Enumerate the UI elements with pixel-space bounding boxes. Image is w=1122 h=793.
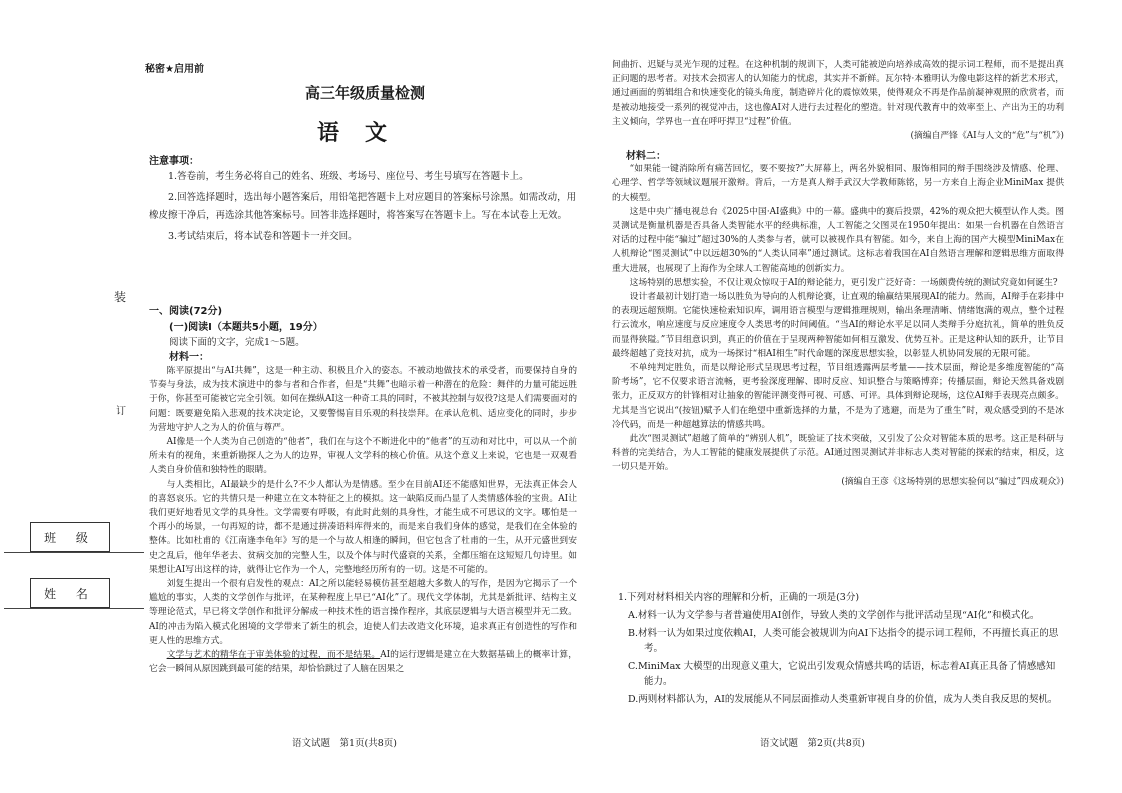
binding-ding: 订	[116, 406, 126, 417]
paragraph: 间曲折、迟疑与灵光乍现的过程。在这种机制的规训下，人类可能被逆向培养成高效的提示词工程师，而不是提出真正问题的思考者。对技术会损害人的认知能力的忧虑，其实并不新鲜。瓦尔特·本雅明认为像电影这样的新艺术形式，通过画面的剪辑组合和快速变化的镜头角度，制造碎片化的震惊效果，使得观众不再是作品前凝神观照的欣赏者，而是被动地接受一系列的视觉冲击，这也像AI对人进行去过程化的塑造。针对现代教育中的效率至上、产出为王的功利主义倾向，学界也一直在呼吁捍卫“过程”价值。	[612, 60, 1064, 127]
paragraph: 设计者最初计划打造一场以胜负为导向的人机辩论赛，让直观的输赢结果展现AI的能力。然而，AI辩手在彩排中的表现远超预期。它能快速检索知识库，调用语言模型与逻辑推理规则，输出条理清晰、情绪饱满的观点，整个过程行云流水，响应速度与反应速度令人类思考的时间阈值。“当AI的辩论水平足以同人类辩手分庭抗礼，简单的胜负反而显得狭隘。”节目组意识到，真正的价值在于呈现两种智能如何相互激发、优势互补。正是这种认知的跃升，让节目最终超越了竞技对抗，成为一场探讨“相AI相生”时代命题的深度思想实验，以彰显人机协同发展的无限可能。	[612, 292, 1064, 359]
material1-body	[149, 364, 577, 676]
paragraph: 这场特别的思想实验，不仅让观众惊叹于AI的辩论能力，更引发广泛好奇：一场颇费传统的测试究竟如何诞生?	[629, 277, 1058, 288]
paragraph: 陈平原提出“与AI共舞”，这是一种主动、积极且介入的姿态。不被动地做技术的承受者，而要保持自身的节奏与身法，成为技术演进中的参与者和合作者，但是“共舞”也暗示着一种潜在的危险：舞伴的力量可能远胜于你，你甚至可能被它完全引领。如何在操纵AI这一种奇工具的同时，不被其控制与奴役?这是人们需要面对的问题：既要避免陷入悲观的技术决定论，又要警惕盲目乐观的科技崇拜。在承认危机、适应变化的同时，步步为营地守护人之为人的价值与尊严。	[149, 366, 578, 433]
section-heading: 一、阅读(72分)	[149, 306, 223, 317]
notes-heading: 注意事项：	[149, 156, 199, 167]
question-1	[618, 590, 1064, 707]
page-2-body	[612, 58, 1064, 489]
page-1-footer: 语文试题 第1页(共8页)	[292, 738, 398, 749]
class-underline	[4, 552, 144, 553]
subsection-heading: (一)阅读I（本题共5小题，19分）	[169, 322, 323, 333]
class-field[interactable]: 班 级	[30, 522, 110, 552]
page-2-footer: 语文试题 第2页(共8页)	[760, 738, 866, 749]
material2-heading: 材料二：	[626, 151, 666, 163]
option-c: C.MiniMax 大模型的出现意义重大，它说出引发观众情感共鸣的话语，标志着AI真正具备了情感感知能力。	[628, 660, 1056, 687]
paragraph: AI像是一个人类为自己创造的“他者”，我们在与这个不断进化中的“他者”的互动和对比中，可以从一个前所未有的视角，来重新勘探人之为人的边界，审视人文学科的核心价值。从这个意义上来说，它也是一双观看人类自身价值和独特性的眼睛。	[149, 437, 577, 476]
note-item: 1.答卷前，考生务必将自己的姓名、班级、考场号、座位号、考生号填写在答题卡上。	[168, 171, 529, 182]
paragraph: “如果能一键消除所有痛苦回忆，要不要按?”大屏幕上，两名外貌相同、服饰相同的辩手围绕涉及情感、伦理、心理学、哲学等领域议题展开激辩。背后，一方是真人辩手武汉大学教师陈铭，另一方来自上海企业MiniMax 提供的大模型。	[612, 164, 1064, 203]
name-field[interactable]: 姓 名	[30, 578, 110, 608]
secret-label: 秘密★启用前	[145, 64, 204, 75]
binding-zhuang: 装	[114, 290, 127, 304]
material1-heading: 材料一：	[169, 352, 209, 363]
note-item: 2.回答选择题时，选出每小题答案后，用铅笔把答题卡上对应题目的答案标号涂黑。如需改动，用橡皮擦干净后，再选涂其他答案标号。回答非选择题时，将答案写在答题卡上。写在本试卷上无效。	[149, 192, 577, 221]
underlined-text: 文学与艺术的精华在于审美体验的过程，而不是结果。	[166, 650, 381, 661]
note-item: 3.考试结束后，将本试卷和答题卡一并交回。	[168, 231, 358, 242]
binding-margin	[0, 0, 140, 793]
exam-title: 高三年级质量检测	[304, 84, 425, 102]
option-a: A.材料一认为文学参与者普遍使用AI创作，导致人类的文学创作与批评活动呈现“AI化”和模式化。	[628, 610, 1040, 621]
notes-list	[149, 168, 577, 249]
paragraph	[149, 648, 577, 676]
paragraph-rest: AI的运行逻辑是建立在大数据基础上的概率计算，它会一瞬间从原因跳到最可能的结果，却恰恰跳过了人脑在因果之	[149, 650, 577, 675]
paragraph: 此次“图灵测试”超越了简单的“辨别人机”，既验证了技术突破，又引发了公众对智能本质的思考。这正是科研与科普的完美结合，为人工智能的健康发展提供了示范。AI通过图灵测试并非标志人类对智能的探索的结束，相反，这一切只是开始。	[612, 434, 1064, 473]
paragraph: 不单纯判定胜负，而是以辩论形式呈现思考过程，节目组透露两层考量——技术层面，辩论是多维度智能的“高阶考场”，它不仅要求语言流畅，更考验深度理解、即时反应、知识整合与策略博弈；传播层面，辩论天然具备戏剧张力，正反双方的针锋相对让抽象的智能评测变得可视、可感、可评。具体到辩论现场，这位AI辩手表现亮点颇多。尤其是当它说出“(按钮)赋予人们在绝望中重新选择的力量，不是为了逃避，而是为了重生”时，观众感受到的不是冰冷代码，而是一种超越算法的情感共鸣。	[612, 363, 1064, 430]
option-d: D.两则材料都认为，AI的发展能从不同层面推动人类重新审视自身的价值，成为人类自我反思的契机。	[628, 693, 1058, 705]
subject-title: 语文	[316, 121, 413, 146]
source-citation: (摘编自王彦《这场特别的思想实验何以“骗过”四成观众》)	[841, 476, 1064, 487]
paragraph: 这是中央广播电视总台《2025中国·AI盛典》中的一幕。盛典中的赛后投票，42%的观众把大模型认作人类。图灵测试是衡量机器是否具备人类智能水平的经典标准，人工智能之父图灵在1950年提出：如果一台机器在自然语言对话的过程中能“骗过”超过30%的人类参与者，就可以被视作具有智能。如今，来自上海的国产大模型MiniMax在人机辩论“图灵测试”中以远超30%的“人类认同率”通过测试。这标志着我国在AI自然语言理解和逻辑思维方面取得重大进展，也展现了上海作为全球人工智能高地的创新实力。	[612, 206, 1064, 274]
question-stem: 1.下列对材料相关内容的理解和分析，正确的一项是(3分)	[618, 592, 860, 603]
source-citation: (摘编自严锋《AI与人文的“危”与“机”》)	[910, 131, 1064, 142]
name-underline	[4, 608, 144, 609]
paragraph: 与人类相比，AI最缺少的是什么?不少人都认为是情感。至少在目前AI还不能感知世界，无法真正体会人的喜怒哀乐。它的共情只是一种建立在文本特征之上的模拟。这一缺陷反而凸显了人类情感体验的宝贵。AI让我们更好地看见文学的具身性。文学需要有呼吸，有此时此刻的具身性，才能生成不可思议的文字。哪怕是一个再小的场景，一句再短的诗，都不是通过拼凑语料库得来的，而是来自我们身体的感觉，是我们在全体验的整体。比如杜甫的《江南逢李龟年》写的是一个与故人相逢的瞬间，但它包含了杜甫的一生，从开元盛世到安史之乱后，他年华老去、贫病交加的完整人生，以及个体与时代盛衰的关系，全都压缩在这短短几句诗里。如果想让AI写出这样的诗，就得让它作为一个人，完整地经历所有的一切。这是不可能的。	[149, 479, 577, 575]
instruction: 阅读下面的文字，完成1～5题。	[169, 337, 305, 348]
option-b: B.材料一认为如果过度依赖AI，人类可能会被规训为向AI下达指令的提示词工程师，不再擅长真正的思考。	[628, 627, 1059, 654]
paragraph: 刘复生提出一个很有启发性的观点：AI之所以能轻易模仿甚至超越大多数人的写作，是因为它揭示了一个尴尬的事实，人类的文学创作与批评，在某种程度上早已“AI化”了。现代文学体制，尤其是新批评、结构主义等理论范式，早已将文学创作和批评分解成一种技术性的语言操作程序，其底层逻辑与大语言模型并无二致。AI的冲击为陷入模式化困境的文学带来了新生的机会，迫使人们去改造文化环境，追求真正有创造性的写作和更人性的思维方式。	[149, 579, 577, 646]
